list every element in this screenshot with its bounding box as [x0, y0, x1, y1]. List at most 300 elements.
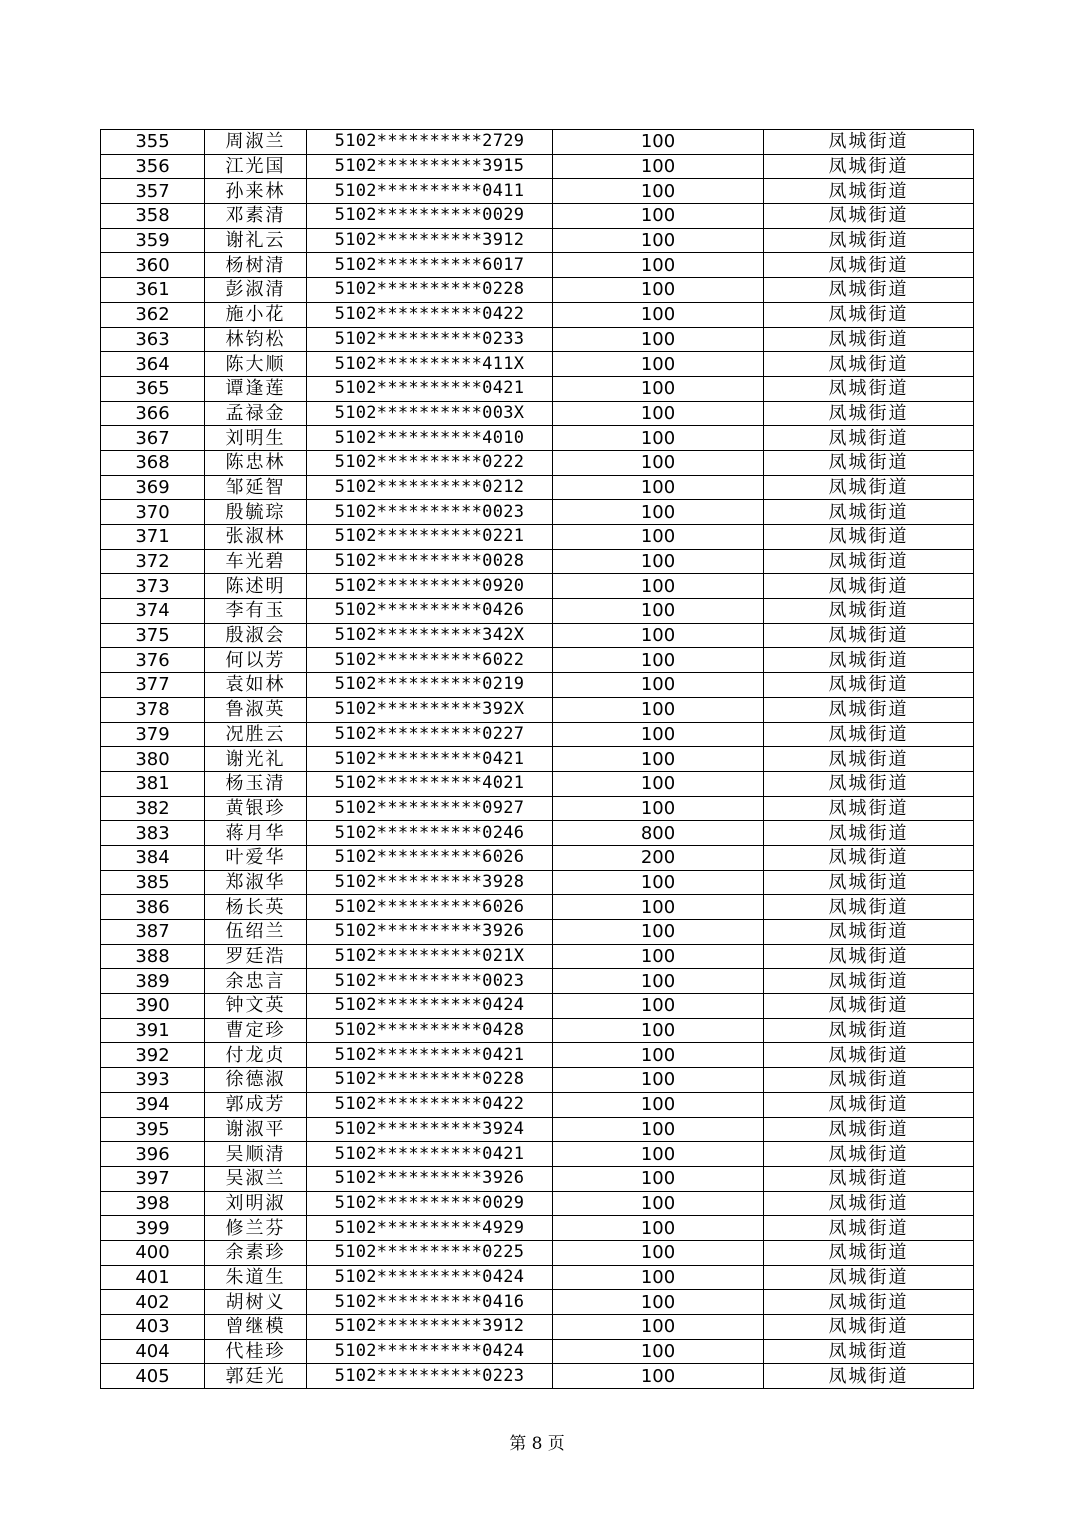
table-row [101, 1142, 974, 1167]
id-number-cell: 5102**********4929 [307, 1216, 553, 1241]
row-number-cell: 374 [101, 599, 205, 624]
name-cell: 谭逢莲 [205, 376, 307, 401]
name-cell: 杨树清 [205, 253, 307, 278]
amount-cell: 100 [553, 1068, 764, 1093]
name-cell: 刘明淑 [205, 1191, 307, 1216]
name-cell: 蒋月华 [205, 821, 307, 846]
name-cell: 彭淑清 [205, 278, 307, 303]
street-cell: 凤城街道 [764, 1216, 974, 1241]
id-number-cell: 5102**********0927 [307, 796, 553, 821]
row-number-cell: 392 [101, 1043, 205, 1068]
id-number-cell: 5102**********0421 [307, 376, 553, 401]
table-row [101, 599, 974, 624]
street-cell: 凤城街道 [764, 450, 974, 475]
table-row [101, 796, 974, 821]
row-number-cell: 365 [101, 376, 205, 401]
id-number-cell: 5102**********0221 [307, 525, 553, 550]
street-cell: 凤城街道 [764, 475, 974, 500]
row-number-cell: 373 [101, 574, 205, 599]
amount-cell: 100 [553, 179, 764, 204]
row-number-cell: 356 [101, 154, 205, 179]
id-number-cell: 5102**********0222 [307, 450, 553, 475]
id-number-cell: 5102**********0228 [307, 278, 553, 303]
row-number-cell: 389 [101, 969, 205, 994]
table-row [101, 1265, 974, 1290]
id-number-cell: 5102**********0233 [307, 327, 553, 352]
name-cell: 吴淑兰 [205, 1166, 307, 1191]
street-cell: 凤城街道 [764, 1315, 974, 1340]
id-number-cell: 5102**********6026 [307, 895, 553, 920]
name-cell: 陈大顺 [205, 352, 307, 377]
row-number-cell: 387 [101, 920, 205, 945]
table-row [101, 1018, 974, 1043]
amount-cell: 100 [553, 1142, 764, 1167]
amount-cell: 100 [553, 278, 764, 303]
id-number-cell: 5102**********0422 [307, 1092, 553, 1117]
name-cell: 伍绍兰 [205, 920, 307, 945]
table-row [101, 747, 974, 772]
table-row [101, 1068, 974, 1093]
row-number-cell: 361 [101, 278, 205, 303]
name-cell: 谢光礼 [205, 747, 307, 772]
id-number-cell: 5102**********0421 [307, 1142, 553, 1167]
amount-cell: 100 [553, 648, 764, 673]
row-number-cell: 357 [101, 179, 205, 204]
amount-cell: 100 [553, 747, 764, 772]
amount-cell: 100 [553, 204, 764, 229]
name-cell: 郭成芳 [205, 1092, 307, 1117]
table-row [101, 327, 974, 352]
street-cell: 凤城街道 [764, 1191, 974, 1216]
row-number-cell: 382 [101, 796, 205, 821]
amount-cell: 100 [553, 1043, 764, 1068]
id-number-cell: 5102**********0219 [307, 673, 553, 698]
table-row [101, 722, 974, 747]
id-number-cell: 5102**********6022 [307, 648, 553, 673]
amount-cell: 100 [553, 401, 764, 426]
table-row [101, 845, 974, 870]
id-number-cell: 5102**********0421 [307, 1043, 553, 1068]
id-number-cell: 5102**********0428 [307, 1018, 553, 1043]
amount-cell: 100 [553, 1315, 764, 1340]
amount-cell: 100 [553, 154, 764, 179]
amount-cell: 100 [553, 673, 764, 698]
street-cell: 凤城街道 [764, 870, 974, 895]
amount-cell: 100 [553, 1265, 764, 1290]
row-number-cell: 370 [101, 500, 205, 525]
row-number-cell: 368 [101, 450, 205, 475]
name-cell: 殷淑会 [205, 623, 307, 648]
name-cell: 代桂珍 [205, 1339, 307, 1364]
amount-cell: 100 [553, 994, 764, 1019]
row-number-cell: 380 [101, 747, 205, 772]
amount-cell: 100 [553, 1191, 764, 1216]
name-cell: 钟文英 [205, 994, 307, 1019]
name-cell: 余素珍 [205, 1240, 307, 1265]
row-number-cell: 385 [101, 870, 205, 895]
amount-cell: 100 [553, 1339, 764, 1364]
street-cell: 凤城街道 [764, 1043, 974, 1068]
name-cell: 殷毓琮 [205, 500, 307, 525]
id-number-cell: 5102**********3915 [307, 154, 553, 179]
row-number-cell: 379 [101, 722, 205, 747]
amount-cell: 100 [553, 599, 764, 624]
amount-cell: 100 [553, 895, 764, 920]
id-number-cell: 5102**********0023 [307, 969, 553, 994]
table-row [101, 179, 974, 204]
street-cell: 凤城街道 [764, 500, 974, 525]
amount-cell: 100 [553, 352, 764, 377]
amount-cell: 100 [553, 1216, 764, 1241]
amount-cell: 800 [553, 821, 764, 846]
row-number-cell: 401 [101, 1265, 205, 1290]
table-row [101, 673, 974, 698]
amount-cell: 100 [553, 302, 764, 327]
table-row [101, 969, 974, 994]
row-number-cell: 359 [101, 228, 205, 253]
row-number-cell: 391 [101, 1018, 205, 1043]
id-number-cell: 5102**********0920 [307, 574, 553, 599]
table-row [101, 1364, 974, 1389]
row-number-cell: 404 [101, 1339, 205, 1364]
amount-cell: 100 [553, 920, 764, 945]
row-number-cell: 371 [101, 525, 205, 550]
name-cell: 罗廷浩 [205, 944, 307, 969]
row-number-cell: 366 [101, 401, 205, 426]
street-cell: 凤城街道 [764, 1265, 974, 1290]
id-number-cell: 5102**********0246 [307, 821, 553, 846]
table-row [101, 302, 974, 327]
amount-cell: 100 [553, 1117, 764, 1142]
street-cell: 凤城街道 [764, 673, 974, 698]
street-cell: 凤城街道 [764, 1166, 974, 1191]
name-cell: 车光碧 [205, 549, 307, 574]
table-row [101, 204, 974, 229]
table-row [101, 1216, 974, 1241]
table-row [101, 500, 974, 525]
id-number-cell: 5102**********6017 [307, 253, 553, 278]
table-row [101, 475, 974, 500]
row-number-cell: 362 [101, 302, 205, 327]
street-cell: 凤城街道 [764, 376, 974, 401]
street-cell: 凤城街道 [764, 796, 974, 821]
row-number-cell: 394 [101, 1092, 205, 1117]
street-cell: 凤城街道 [764, 648, 974, 673]
amount-cell: 100 [553, 450, 764, 475]
name-cell: 朱道生 [205, 1265, 307, 1290]
street-cell: 凤城街道 [764, 1142, 974, 1167]
row-number-cell: 386 [101, 895, 205, 920]
street-cell: 凤城街道 [764, 821, 974, 846]
name-cell: 况胜云 [205, 722, 307, 747]
table-row [101, 525, 974, 550]
table-body [101, 130, 974, 1389]
row-number-cell: 355 [101, 130, 205, 155]
table-row [101, 154, 974, 179]
street-cell: 凤城街道 [764, 525, 974, 550]
id-number-cell: 5102**********0029 [307, 204, 553, 229]
name-cell: 曾继模 [205, 1315, 307, 1340]
id-number-cell: 5102**********6026 [307, 845, 553, 870]
amount-cell: 100 [553, 327, 764, 352]
name-cell: 郭廷光 [205, 1364, 307, 1389]
id-number-cell: 5102**********003X [307, 401, 553, 426]
row-number-cell: 369 [101, 475, 205, 500]
street-cell: 凤城街道 [764, 895, 974, 920]
id-number-cell: 5102**********3912 [307, 1315, 553, 1340]
row-number-cell: 367 [101, 426, 205, 451]
table-row [101, 549, 974, 574]
table-row [101, 944, 974, 969]
amount-cell: 100 [553, 376, 764, 401]
street-cell: 凤城街道 [764, 302, 974, 327]
id-number-cell: 5102**********411X [307, 352, 553, 377]
amount-cell: 100 [553, 1166, 764, 1191]
row-number-cell: 375 [101, 623, 205, 648]
row-number-cell: 405 [101, 1364, 205, 1389]
street-cell: 凤城街道 [764, 944, 974, 969]
id-number-cell: 5102**********3926 [307, 1166, 553, 1191]
row-number-cell: 388 [101, 944, 205, 969]
name-cell: 修兰芬 [205, 1216, 307, 1241]
amount-cell: 200 [553, 845, 764, 870]
row-number-cell: 384 [101, 845, 205, 870]
street-cell: 凤城街道 [764, 722, 974, 747]
table-row [101, 895, 974, 920]
name-cell: 陈忠林 [205, 450, 307, 475]
table-row [101, 278, 974, 303]
table-row [101, 376, 974, 401]
id-number-cell: 5102**********4021 [307, 771, 553, 796]
street-cell: 凤城街道 [764, 154, 974, 179]
name-cell: 孙来林 [205, 179, 307, 204]
name-cell: 郑淑华 [205, 870, 307, 895]
id-number-cell: 5102**********0225 [307, 1240, 553, 1265]
id-number-cell: 5102**********392X [307, 697, 553, 722]
row-number-cell: 381 [101, 771, 205, 796]
name-cell: 杨长英 [205, 895, 307, 920]
name-cell: 李有玉 [205, 599, 307, 624]
table-row [101, 1290, 974, 1315]
id-number-cell: 5102**********0426 [307, 599, 553, 624]
amount-cell: 100 [553, 870, 764, 895]
id-number-cell: 5102**********021X [307, 944, 553, 969]
street-cell: 凤城街道 [764, 845, 974, 870]
table-row [101, 623, 974, 648]
table-row [101, 1117, 974, 1142]
name-cell: 施小花 [205, 302, 307, 327]
street-cell: 凤城街道 [764, 1364, 974, 1389]
row-number-cell: 358 [101, 204, 205, 229]
table-row [101, 130, 974, 155]
row-number-cell: 399 [101, 1216, 205, 1241]
row-number-cell: 390 [101, 994, 205, 1019]
street-cell: 凤城街道 [764, 1068, 974, 1093]
name-cell: 付龙贞 [205, 1043, 307, 1068]
id-number-cell: 5102**********3926 [307, 920, 553, 945]
table-row [101, 450, 974, 475]
amount-cell: 100 [553, 500, 764, 525]
row-number-cell: 363 [101, 327, 205, 352]
id-number-cell: 5102**********342X [307, 623, 553, 648]
name-cell: 徐德淑 [205, 1068, 307, 1093]
table-row [101, 574, 974, 599]
name-cell: 鲁淑英 [205, 697, 307, 722]
name-cell: 余忠言 [205, 969, 307, 994]
street-cell: 凤城街道 [764, 1290, 974, 1315]
street-cell: 凤城街道 [764, 549, 974, 574]
name-cell: 刘明生 [205, 426, 307, 451]
row-number-cell: 396 [101, 1142, 205, 1167]
id-number-cell: 5102**********0424 [307, 994, 553, 1019]
row-number-cell: 372 [101, 549, 205, 574]
street-cell: 凤城街道 [764, 1117, 974, 1142]
row-number-cell: 395 [101, 1117, 205, 1142]
street-cell: 凤城街道 [764, 204, 974, 229]
name-cell: 林钧松 [205, 327, 307, 352]
table-row [101, 648, 974, 673]
name-cell: 张淑林 [205, 525, 307, 550]
name-cell: 江光国 [205, 154, 307, 179]
id-number-cell: 5102**********0227 [307, 722, 553, 747]
amount-cell: 100 [553, 1364, 764, 1389]
row-number-cell: 377 [101, 673, 205, 698]
table-row [101, 253, 974, 278]
amount-cell: 100 [553, 1240, 764, 1265]
street-cell: 凤城街道 [764, 253, 974, 278]
street-cell: 凤城街道 [764, 623, 974, 648]
amount-cell: 100 [553, 130, 764, 155]
street-cell: 凤城街道 [764, 228, 974, 253]
street-cell: 凤城街道 [764, 327, 974, 352]
street-cell: 凤城街道 [764, 1240, 974, 1265]
table-row [101, 1166, 974, 1191]
name-cell: 邹延智 [205, 475, 307, 500]
name-cell: 孟禄金 [205, 401, 307, 426]
table-row [101, 821, 974, 846]
table-row [101, 697, 974, 722]
table-row [101, 352, 974, 377]
id-number-cell: 5102**********0424 [307, 1265, 553, 1290]
name-cell: 曹定珍 [205, 1018, 307, 1043]
name-cell: 谢淑平 [205, 1117, 307, 1142]
row-number-cell: 378 [101, 697, 205, 722]
name-cell: 黄银珍 [205, 796, 307, 821]
row-number-cell: 383 [101, 821, 205, 846]
street-cell: 凤城街道 [764, 697, 974, 722]
amount-cell: 100 [553, 475, 764, 500]
id-number-cell: 5102**********0029 [307, 1191, 553, 1216]
street-cell: 凤城街道 [764, 1339, 974, 1364]
amount-cell: 100 [553, 944, 764, 969]
amount-cell: 100 [553, 623, 764, 648]
street-cell: 凤城街道 [764, 352, 974, 377]
table-row [101, 771, 974, 796]
street-cell: 凤城街道 [764, 1092, 974, 1117]
amount-cell: 100 [553, 697, 764, 722]
street-cell: 凤城街道 [764, 969, 974, 994]
data-table [100, 129, 974, 1389]
table-row [101, 1240, 974, 1265]
street-cell: 凤城街道 [764, 771, 974, 796]
street-cell: 凤城街道 [764, 130, 974, 155]
table-row [101, 228, 974, 253]
street-cell: 凤城街道 [764, 994, 974, 1019]
amount-cell: 100 [553, 771, 764, 796]
row-number-cell: 393 [101, 1068, 205, 1093]
table-row [101, 401, 974, 426]
id-number-cell: 5102**********3928 [307, 870, 553, 895]
row-number-cell: 397 [101, 1166, 205, 1191]
id-number-cell: 5102**********0223 [307, 1364, 553, 1389]
name-cell: 吴顺清 [205, 1142, 307, 1167]
id-number-cell: 5102**********0424 [307, 1339, 553, 1364]
street-cell: 凤城街道 [764, 574, 974, 599]
amount-cell: 100 [553, 1018, 764, 1043]
name-cell: 杨玉清 [205, 771, 307, 796]
id-number-cell: 5102**********3912 [307, 228, 553, 253]
id-number-cell: 5102**********0422 [307, 302, 553, 327]
row-number-cell: 403 [101, 1315, 205, 1340]
amount-cell: 100 [553, 1290, 764, 1315]
amount-cell: 100 [553, 574, 764, 599]
name-cell: 叶爱华 [205, 845, 307, 870]
id-number-cell: 5102**********0028 [307, 549, 553, 574]
amount-cell: 100 [553, 253, 764, 278]
amount-cell: 100 [553, 426, 764, 451]
name-cell: 陈述明 [205, 574, 307, 599]
row-number-cell: 398 [101, 1191, 205, 1216]
street-cell: 凤城街道 [764, 278, 974, 303]
name-cell: 谢礼云 [205, 228, 307, 253]
id-number-cell: 5102**********4010 [307, 426, 553, 451]
street-cell: 凤城街道 [764, 401, 974, 426]
amount-cell: 100 [553, 1092, 764, 1117]
amount-cell: 100 [553, 722, 764, 747]
id-number-cell: 5102**********0421 [307, 747, 553, 772]
id-number-cell: 5102**********0212 [307, 475, 553, 500]
street-cell: 凤城街道 [764, 599, 974, 624]
amount-cell: 100 [553, 549, 764, 574]
id-number-cell: 5102**********0023 [307, 500, 553, 525]
page-number: 第 8 页 [509, 1434, 565, 1454]
street-cell: 凤城街道 [764, 920, 974, 945]
table-row [101, 1191, 974, 1216]
id-number-cell: 5102**********3924 [307, 1117, 553, 1142]
table-row [101, 1339, 974, 1364]
row-number-cell: 364 [101, 352, 205, 377]
row-number-cell: 402 [101, 1290, 205, 1315]
street-cell: 凤城街道 [764, 179, 974, 204]
table-row [101, 426, 974, 451]
street-cell: 凤城街道 [764, 1018, 974, 1043]
street-cell: 凤城街道 [764, 747, 974, 772]
table-row [101, 1315, 974, 1340]
amount-cell: 100 [553, 796, 764, 821]
amount-cell: 100 [553, 228, 764, 253]
name-cell: 胡树义 [205, 1290, 307, 1315]
id-number-cell: 5102**********0228 [307, 1068, 553, 1093]
table-row [101, 920, 974, 945]
row-number-cell: 360 [101, 253, 205, 278]
amount-cell: 100 [553, 969, 764, 994]
id-number-cell: 5102**********0411 [307, 179, 553, 204]
amount-cell: 100 [553, 525, 764, 550]
name-cell: 周淑兰 [205, 130, 307, 155]
name-cell: 邓素清 [205, 204, 307, 229]
street-cell: 凤城街道 [764, 426, 974, 451]
table-row [101, 870, 974, 895]
